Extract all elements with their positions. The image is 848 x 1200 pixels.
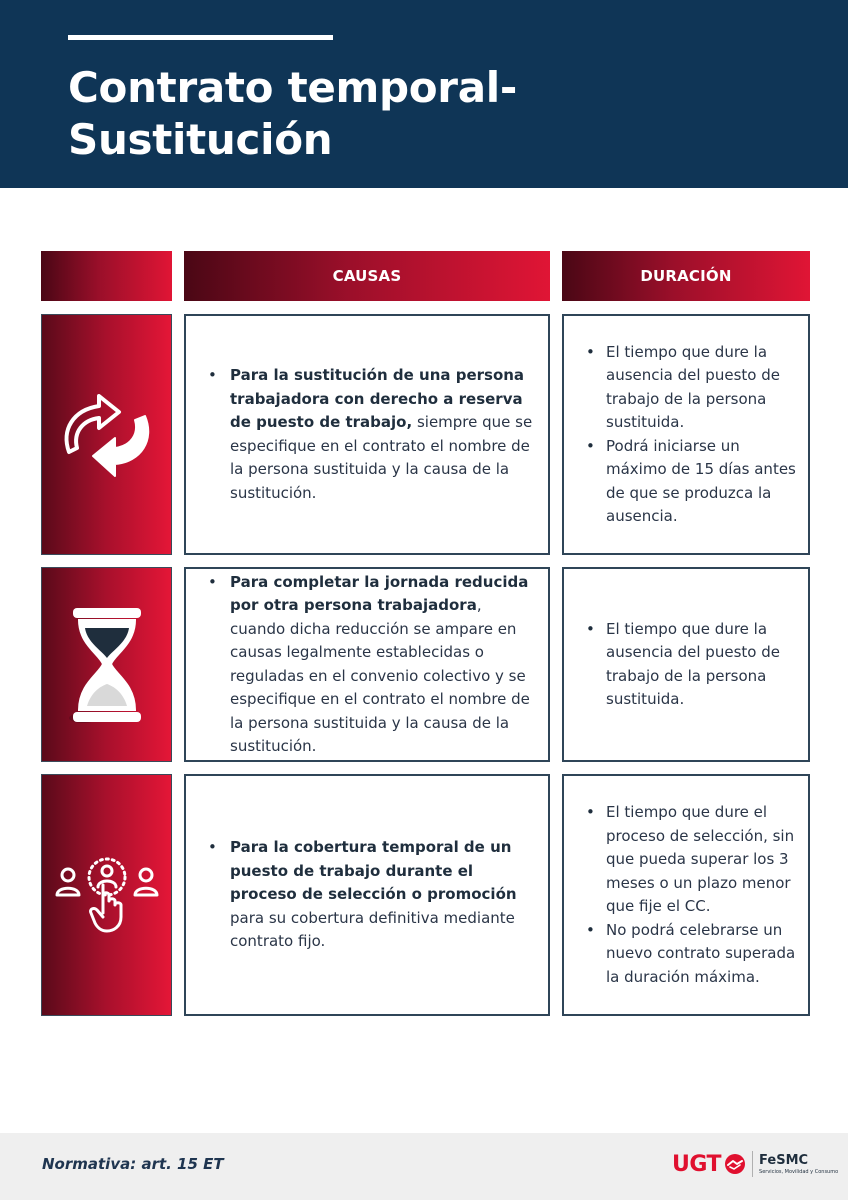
causa-bold-text: Para la sustitución de una persona trabajadora con derecho a reserva de puesto de trabajo,	[230, 366, 525, 431]
row-1-causa	[184, 314, 550, 555]
causa-text: siempre que se especifique en el contrato el nombre de la persona sustituida y la causa de la sustitución.	[230, 413, 533, 502]
people-selection-hand-icon	[52, 855, 162, 935]
row-1-duracion	[562, 314, 810, 555]
list-item	[204, 571, 534, 759]
row-3-causa	[184, 774, 550, 1016]
row-2-causa-list	[204, 571, 534, 759]
row-2-duracion-list	[582, 618, 798, 712]
column-header-causas: CAUSAS	[184, 251, 550, 301]
row-1-causa-list	[204, 364, 534, 505]
list-item: • No podrá celebrarse un nuevo contrato superada la duración máxima.	[582, 919, 798, 990]
list-item	[204, 364, 534, 505]
row-3-duracion-list	[582, 801, 798, 989]
row-2-duracion	[562, 567, 810, 762]
logo-fesmc-text: FeSMC	[759, 1152, 809, 1168]
row-1-icon-cell	[41, 314, 172, 555]
causa-text: para su cobertura definitiva mediante contrato fijo.	[230, 908, 515, 951]
logo-separator	[752, 1151, 753, 1177]
page-title-line-2: Sustitución	[68, 115, 333, 164]
page-title	[68, 62, 788, 166]
handshake-emblem-icon	[724, 1153, 746, 1175]
column-header-duracion: DURACIÓN	[562, 251, 810, 301]
list-item: • El tiempo que dure el proceso de selección, sin que pueda superar los 3 meses o un plazo menor que fije el CC.	[582, 801, 798, 919]
ugt-fesmc-logo	[672, 1148, 838, 1180]
list-item: • El tiempo que dure la ausencia del puesto de trabajo de la persona sustituida.	[582, 618, 798, 712]
logo-fesmc-subtitle: Servicios, Movilidad y Consumo	[759, 1168, 839, 1175]
row-3-icon-cell	[41, 774, 172, 1016]
causa-bold-text: Para completar la jornada reducida por otra persona trabajadora	[230, 572, 529, 614]
logo-ugt-text: UGT	[672, 1151, 722, 1177]
row-3-duracion	[562, 774, 810, 1016]
causa-bold-text: Para la cobertura temporal de un puesto de trabajo durante el proceso de selección o promoción	[230, 838, 517, 904]
header-banner	[0, 0, 848, 188]
hourglass-icon	[57, 600, 157, 730]
normativa-text: Normativa: art. 15 ET	[42, 1155, 224, 1173]
list-item: • El tiempo que dure la ausencia del puesto de trabajo de la persona sustituida.	[582, 341, 798, 435]
circular-arrows-icon	[55, 390, 159, 480]
logo-fesmc	[759, 1154, 838, 1175]
row-3-causa-list	[204, 836, 534, 954]
row-1-duracion-list	[582, 341, 798, 529]
page-title-line-1: Contrato temporal-	[68, 63, 517, 112]
list-item: • Podrá iniciarse un máximo de 15 días antes de que se produzca la ausencia.	[582, 435, 798, 529]
column-header-icon	[41, 251, 172, 301]
header-rule	[68, 35, 333, 40]
row-2-causa	[184, 567, 550, 762]
row-2-icon-cell	[41, 567, 172, 762]
causa-text: , cuando dicha reducción se ampare en causas legalmente establecidas o reguladas en el convenio colectivo y se especifique en el contrato el nombre de la persona sustituida y la causa de la sustitución.	[230, 596, 530, 755]
list-item	[204, 836, 534, 954]
